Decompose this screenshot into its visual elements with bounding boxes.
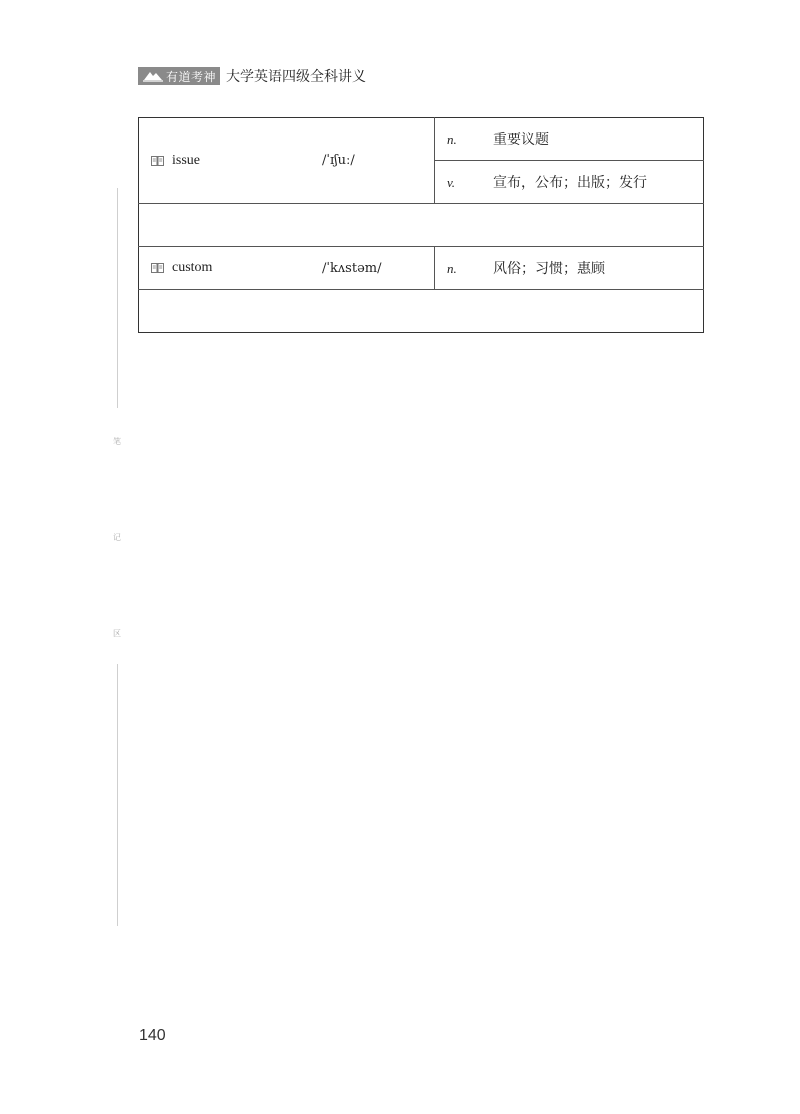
brand-name: 有道考神 [166,69,217,84]
margin-rule-bottom [117,664,118,926]
vocab-phonetic: /ˈkʌstəm/ [322,260,382,276]
vocab-table [138,117,704,333]
meaning: 宣布，公布；出版；发行 [493,175,647,191]
blank-cell [139,290,704,333]
vocab-row [139,247,704,290]
book-title: 大学英语四级全科讲义 [226,69,367,85]
sense-cell [435,247,704,290]
margin-note-char: 笔 [113,437,121,446]
part-of-speech: n. [447,261,457,276]
brand-logo-icon [142,69,164,83]
part-of-speech: v. [447,175,456,190]
margin-note-char: 区 [113,629,121,638]
margin-rule-top [117,188,118,408]
page-number: 140 [139,1027,166,1044]
meaning: 风俗；习惯；惠顾 [493,261,605,277]
margin-note-char: 记 [113,533,121,542]
vocab-word: issue [172,152,200,168]
book-icon [151,263,164,273]
word-cell [139,247,435,290]
brand-badge [138,67,220,85]
sense-cell [435,161,704,204]
word-cell [139,118,435,204]
sense-cell [435,118,704,161]
blank-row [139,290,704,333]
book-icon [151,156,164,166]
vocab-word: custom [172,260,213,275]
part-of-speech: n. [447,132,457,147]
vocab-row [139,118,704,161]
page-header [138,66,366,86]
blank-row [139,204,704,247]
blank-cell [139,204,704,247]
meaning: 重要议题 [493,132,549,148]
vocab-phonetic: /ˈɪʃuː/ [322,153,355,168]
